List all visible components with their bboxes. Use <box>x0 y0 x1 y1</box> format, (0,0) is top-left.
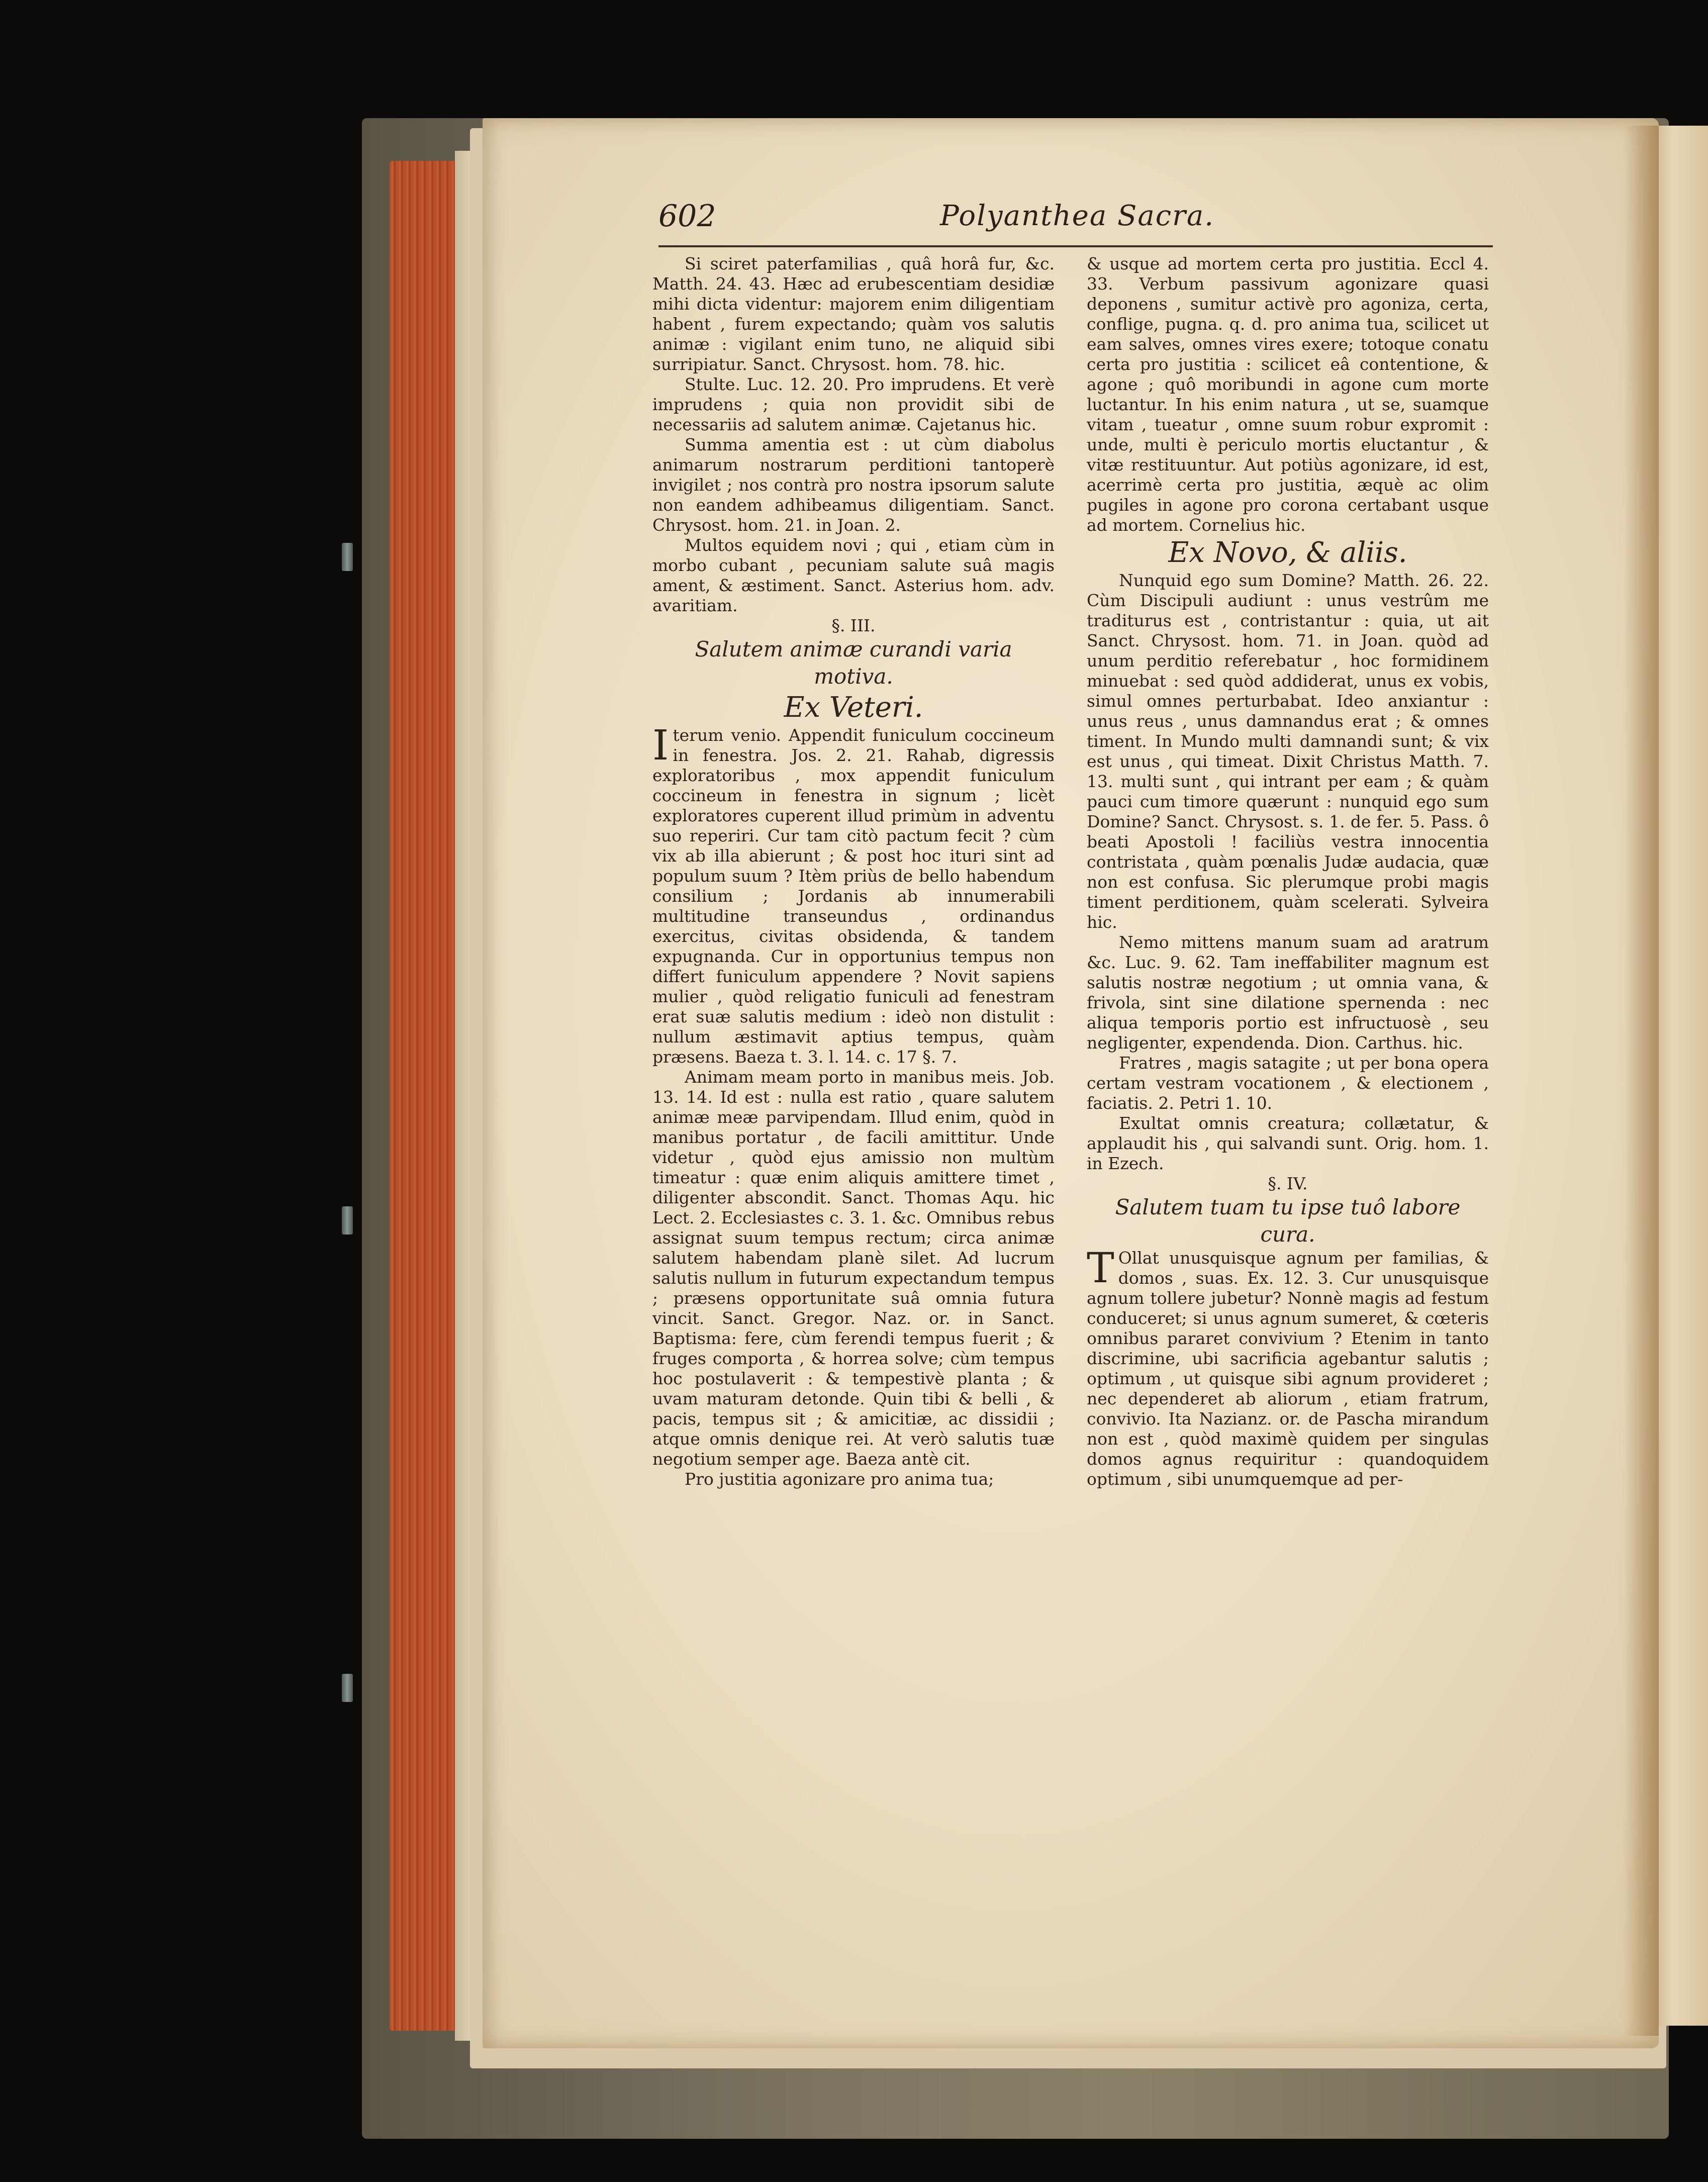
header-rule <box>658 245 1493 247</box>
page-number: 602 <box>658 199 716 234</box>
clasp-icon <box>342 1206 353 1235</box>
paragraph: Pro justitia agonizare pro anima tua; <box>685 1469 994 1489</box>
drop-cap-initial: T <box>1087 1245 1114 1292</box>
paragraph: Stulte. Luc. 12. 20. Pro imprudens. Et verè imprudens ; quia non providit sibi de necessariis ad salutem animæ. Cajetanus hic. <box>652 374 1055 434</box>
paragraph: Exultat omnis creatura; collætatur, & applaudit his , qui salvandi sunt. Orig. hom. 1. in Ezech. <box>1087 1113 1489 1173</box>
paragraph-with-initial <box>652 722 1055 1067</box>
paragraph: Summa amentia est : ut cùm diabolus animarum nostrarum perditioni tantoperè invigilet ; nos contrà pro nostra ipsorum salute non eandem adhibeamus diligentiam. Sanct. Chrysost. hom. 21. in Joan. 2. <box>652 435 1055 535</box>
paragraph: Fratres , magis satagite ; ut per bona opera certam vestram vocationem , & electionem , faciatis. 2. Petri 1. 10. <box>1087 1053 1489 1113</box>
running-title: Polyanthea Sacra. <box>940 200 1215 232</box>
paragraph: & usque ad mortem certa pro justitia. Eccl 4. 33. Verbum passivum agonizare quasi deponens , sumitur activè pro agoniza, certa, conflige, pugna. q. d. pro anima tua, scilicet ut eam salves, omnes vires exere; totoque conatu certa pro justitia : scilicet eâ contentione, & agone ; quô moribundi in agone cum morte luctantur. In his enim natura , ut se, suamque vitam , tueatur , omne suum robur expromit : unde, multi è periculo mortis eluctantur , & vitæ restituuntur. Aut potiùs agonizare, id est, acerrimè certa pro justitia, æquè ac olim pugiles in agone pro corona certabant usque ad mortem. Cornelius hic. <box>1087 254 1489 535</box>
paragraph-text: terum venio. Appendit funiculum coccineum in fenestra. Jos. 2. 21. Rahab, digressis exploratoribus , mox appendit funiculum coccineum in fenestra in signum ; licèt exploratores cuperent illud primùm in adventu suo reperiri. Cur tam citò pactum fecit ? cùm vix ab illa abierunt ; & post hoc ituri sint ad populum suum ? Itèm priùs de bello habendum consilium ; Jordanis ab innumerabili multitudine transeundus , ordinandus exercitus, civitas obsidenda, & tandem expugnanda. Cur in opportunius tempus non differt funiculum appendere ? Novit sapiens mulier , quòd religatio funiculi ad fenestram erat suæ salutis medium : ideò non distulit : nullum æstimavit aptius tempus, quàm præsens. Baeza t. 3. l. 14. c. 17 §. 7. <box>652 725 1055 1067</box>
red-page-edges <box>390 161 460 2031</box>
page-gutter-shadow <box>1624 126 1659 2036</box>
right-text-column <box>1087 254 1489 1489</box>
drop-cap-initial: I <box>652 722 669 770</box>
subsection-heading: Ex Novo, & aliis. <box>1168 536 1407 569</box>
clasp-icon <box>342 1674 353 1702</box>
paragraph: Nemo mittens manum suam ad aratrum &c. Luc. 9. 62. Tam ineffabiliter magnum est salutis nostræ negotium ; ut omnia vana, & frivola, sint sine dilatione spernenda : nec aliqua temporis portio est infructuosè , seu negligenter, expendenda. Dion. Carthus. hic. <box>1087 932 1489 1053</box>
section-number: §. III. <box>831 616 876 635</box>
paragraph: Si sciret paterfamilias , quâ horâ fur, &c. Matth. 24. 43. Hæc ad erubescentiam desidiæ mihi dicta videntur: majorem enim diligentiam habent , furem expectando; quàm vos salutis animæ : vigilant enim tuno, ne aliquid sibi surripiatur. Sanct. Chrysost. hom. 78. hic. <box>652 254 1055 374</box>
section-heading: Salutem tuam tu ipse tuô labore cura. <box>1115 1195 1461 1247</box>
paragraph-text: Ollat unusquisque agnum per familias, & domos , suas. Ex. 12. 3. Cur unusquisque agnum tollere jubetur? Nonnè magis ad festum conduceret; si unus agnum sumeret, & cœteris omnibus pararet convivium ? Etenim in tanto discrimine, ubi sacrificia agebantur salutis ; optimum , ut quisque sibi agnum provideret ; nec dependeret ab aliorum , etiam fratrum, convivio. Ita Nazianz. or. de Pascha mirandum non est , quòd maximè quidem per singulas domos agnus requiritur : quandoquidem optimum , sibi unumquemque ad per- <box>1087 1248 1489 1489</box>
paragraph: Nunquid ego sum Domine? Matth. 26. 22. Cùm Discipuli audiunt : unus vestrûm me traditurus est , contristantur : quia, ut ait Sanct. Chrysost. hom. 71. in Joan. quòd ad unum perditio referebatur , hoc formidinem minuebat : sed quòd addiderat, unus ex vobis, simul omnes perturbabat. Ideo anxiantur : unus reus , unus damnandus erat ; & omnes timent. In Mundo multi damnandi sunt; & vix est unus , qui timeat. Dixit Christus Matth. 7. 13. multi sunt , qui intrant per eam ; & quàm pauci cum timore quærunt : nunquid ego sum Domine? Sanct. Chrysost. s. 1. de fer. 5. Pass. ô beati Apostoli ! faciliùs vestra innocentia contristata , quàm pœnalis Judæ audacia, quæ non est confusa. Sic plerumque probi magis timent perditionem, quàm scelerati. Sylveira hic. <box>1087 571 1489 932</box>
clasp-icon <box>342 543 353 571</box>
paragraph-with-initial <box>1087 1245 1489 1489</box>
subsection-heading: Ex Veteri. <box>784 691 923 724</box>
section-heading: Salutem animæ curandi varia motiva. <box>695 637 1012 689</box>
paragraph: Animam meam porto in manibus meis. Job. 13. 14. Id est : nulla est ratio , quare salutem animæ meæ parvipendam. Illud enim, quòd in manibus portatur , de facili amittitur. Unde videtur , quòd ejus amissio non multùm timeatur : quæ enim aliquis amittere timet , diligenter abscondit. Sanct. Thomas Aqu. hic Lect. 2. Ecclesiastes c. 3. 1. &c. Omnibus rebus assignat suum tempus rectum; circa animæ salutem habendam planè silet. Ad lucrum salutis nullum in futurum expectandum tempus ; præsens opportunitate suâ omnia futura vincit. Sanct. Gregor. Naz. or. in Sanct. Baptisma: fere, cùm ferendi tempus fuerit ; & fruges comporta , & horrea solve; cùm tempus hoc postulaverit : & tempestivè planta ; & uvam maturam detonde. Quin tibi & belli , & pacis, tempus sit ; & amicitiæ, ac dissidii ; atque omnis denique rei. At verò salutis tuæ negotium semper age. Baeza antè cit. <box>652 1067 1055 1469</box>
page-header <box>658 199 1458 244</box>
section-number: §. IV. <box>1268 1174 1308 1193</box>
paragraph: Multos equidem novi ; qui , etiam cùm in morbo cubant , pecuniam salute suâ magis ament, & æstiment. Sanct. Asterius hom. adv. avaritiam. <box>652 535 1055 615</box>
left-text-column <box>652 254 1055 1489</box>
